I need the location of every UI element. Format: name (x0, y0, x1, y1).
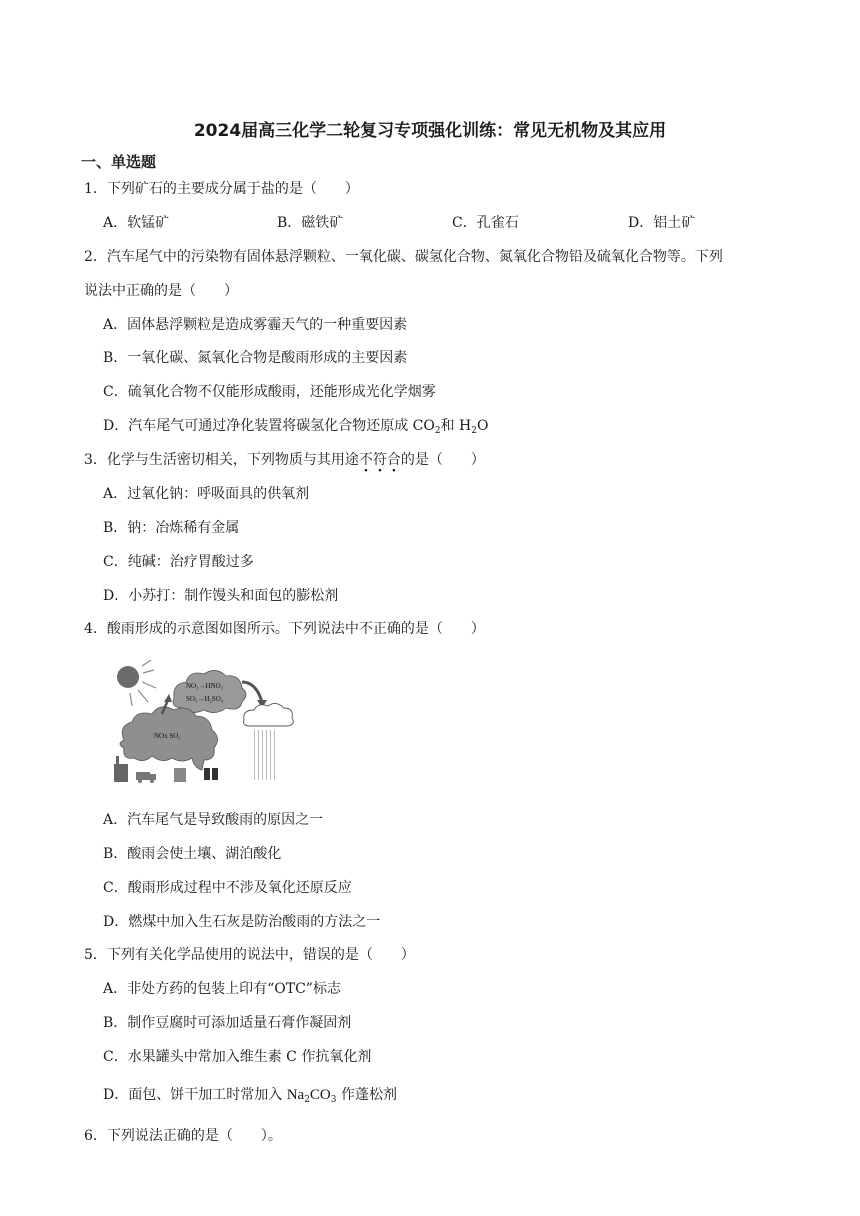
section-heading: 一、单选题 (81, 153, 157, 171)
q2-option-a: A．固体悬浮颗粒是造成雾霾天气的一种重要因素 (103, 317, 408, 333)
reaction-label-sulfuric: SO₃→H₂SO₄ (186, 695, 224, 703)
question-1-stem: 1．下列矿石的主要成分属于盐的是（ ） (84, 181, 359, 197)
q5-option-c: C．水果罐头中常加入维生素 C 作抗氧化剂 (103, 1049, 372, 1065)
question-6-stem: 6．下列说法正确的是（ ）。 (84, 1128, 282, 1144)
q5-option-d: D．面包、饼干加工时常加入 $Na_2CO_3$ 作蓬松剂 (103, 1087, 397, 1105)
q4-option-b: B．酸雨会使土壤、湖泊酸化 (103, 846, 282, 862)
q1-option-d: D．铝土矿 (628, 215, 696, 231)
emphasis-char: 不 (358, 452, 373, 468)
q4-option-a: A．汽车尾气是导致酸雨的原因之一 (103, 812, 324, 828)
emphasis-char: 符 (372, 452, 387, 468)
q2-option-c: C．硫氧化合物不仅能形成酸雨，还能形成光化学烟雾 (103, 384, 436, 400)
question-2-stem-line1: 2．汽车尾气中的污染物有固体悬浮颗粒、一氧化碳、碳氢化合物、氮氧化合物铅及硫氧化合物等。下列 (84, 249, 723, 265)
reaction-label-nitric: NO₂→HNO₃ (186, 682, 224, 690)
q4-option-c: C．酸雨形成过程中不涉及氧化还原反应 (103, 880, 352, 896)
rain-drops (254, 730, 275, 780)
chimney-icon (204, 768, 218, 780)
page-title: 2024届高三化学二轮复习专项强化训练：常见无机物及其应用 (193, 121, 667, 141)
building-icon (174, 768, 186, 782)
q1-option-c: C．孔雀石 (452, 215, 519, 231)
question-4-stem: 4．酸雨形成的示意图如图所示。下列说法中不正确的是（ ） (84, 621, 485, 637)
q5-option-a: A．非处方药的包装上印有“OTC”标志 (103, 981, 341, 997)
q3-option-b: B．钠：冶炼稀有金属 (103, 520, 240, 536)
question-3-stem: 3．化学与生活密切相关，下列物质与其用途不符合的是（ ） (84, 452, 485, 468)
acid-rain-diagram (104, 660, 304, 786)
emphasis-char: 合 (386, 452, 401, 468)
truck-icon (136, 772, 156, 783)
pollutant-label: NOx SO₂ (154, 732, 181, 740)
q1-option-b: B．磁铁矿 (277, 215, 344, 231)
question-5-stem: 5．下列有关化学品使用的说法中，错误的是（ ） (84, 947, 415, 963)
q3-option-a: A．过氧化钠：呼吸面具的供氧剂 (103, 486, 310, 502)
q3-option-d: D．小苏打：制作馒头和面包的膨松剂 (103, 588, 339, 604)
q5-option-b: B．制作豆腐时可添加适量石膏作凝固剂 (103, 1015, 352, 1031)
factory-icon (114, 756, 128, 782)
q2-option-b: B．一氧化碳、氮氧化合物是酸雨形成的主要因素 (103, 350, 408, 366)
rain-cloud (244, 703, 294, 726)
sun-icon (117, 666, 139, 688)
q3-option-c: C．纯碱：治疗胃酸过多 (103, 554, 254, 570)
upper-cloud (173, 670, 246, 712)
q4-option-d: D．燃煤中加入生石灰是防治酸雨的方法之一 (103, 914, 381, 930)
q2-option-d: D．汽车尾气可通过净化装置将碳氢化合物还原成 $CO_2$和 $H_2O$ (103, 418, 489, 436)
q1-option-a: A．软锰矿 (103, 215, 170, 231)
question-2-stem-line2: 说法中正确的是（ ） (84, 283, 238, 299)
